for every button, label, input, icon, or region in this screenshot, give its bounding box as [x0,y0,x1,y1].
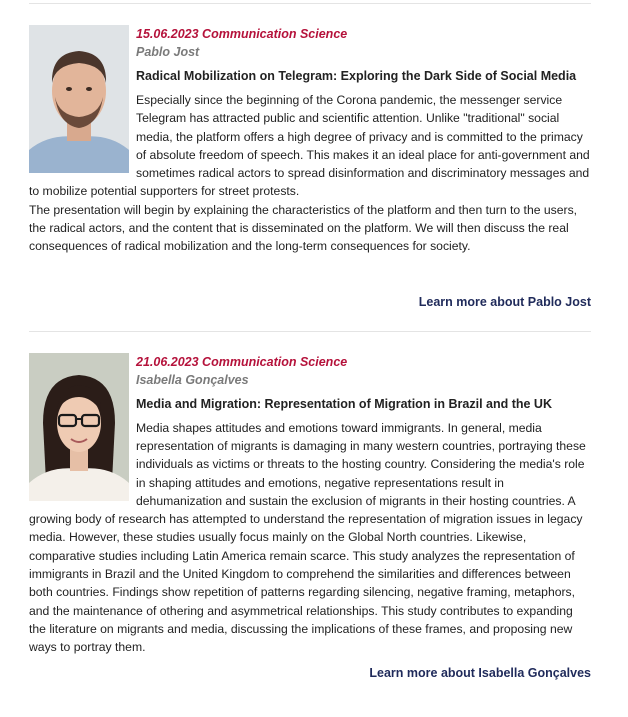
speaker-photo [29,25,129,173]
portrait-image-pablo-jost [29,25,129,173]
description-paragraph: Media shapes attitudes and emotions toward immigrants. In general, media representation of migrants is damaging in many western countries, portraying these individuals as victims or threats to the hosting country. Considering the media's role in shaping attitudes and emotions, negative representations result in dehumanization and sustain the exclusion of migrants in their hosting countries. A growing body of research has attempted to understand the representation of migration issues in legacy media. However, these studies usually focus mainly on the Global North countries. Likewise, comparative studies including Latin America remain scarce. This study analyzes the representation of immigrants in Brazil and the United Kingdom to comprehend the similarities and differences between both countries. Findings show repetition of patterns regarding silencing, negative framing, metaphors, and the maintenance of othering and asymmetrical relationships. This study contributes to expanding the literature on migrants and media, discussing the implications of these frames, and proposing new ways to portray them. [29,420,586,655]
event-category: Communication Science [202,27,348,41]
event-category: Communication Science [202,354,348,369]
portrait-image-isabella-goncalves [29,353,129,501]
event-date: 21.06.2023 [136,354,199,369]
description-paragraph: The presentation will begin by explaining the characteristics of the platform and then turn to the users, the radical actors, and the content that is disseminated on the platform. We will then discuss the real consequences of radical mobilization and the long-term consequences for society. [29,202,578,254]
event-title: Media and Migration: Representation of Migration in Brazil and the UK [136,396,552,411]
description-paragraph: Especially since the beginning of the Corona pandemic, the messenger service Telegram has attracted public and scientific attention. Unlike "traditional" social media, the platform offers a high degree of privacy and is committed to the primacy of absolute freedom of speech. This makes it an ideal place for anti-government and sometimes radical actors to spread disinformation and discriminatory messages and to mobilize potential supporters for street protests. [29,93,590,199]
learn-more-link[interactable]: Learn more about Pablo Jost [418,294,591,309]
speaker-name: Pablo Jost [136,45,200,59]
learn-more-link[interactable]: Learn more about Isabella Gonçalves [369,665,591,680]
event-list [29,0,591,680]
speaker-name: Isabella Gonçalves [136,372,249,387]
divider [29,3,591,4]
event-date: 15.06.2023 [136,27,199,41]
speaker-photo [29,353,129,501]
event-item [29,353,591,680]
event-title: Radical Mobilization on Telegram: Exploring the Dark Side of Social Media [136,69,577,83]
event-item [29,25,591,309]
divider [29,331,591,332]
